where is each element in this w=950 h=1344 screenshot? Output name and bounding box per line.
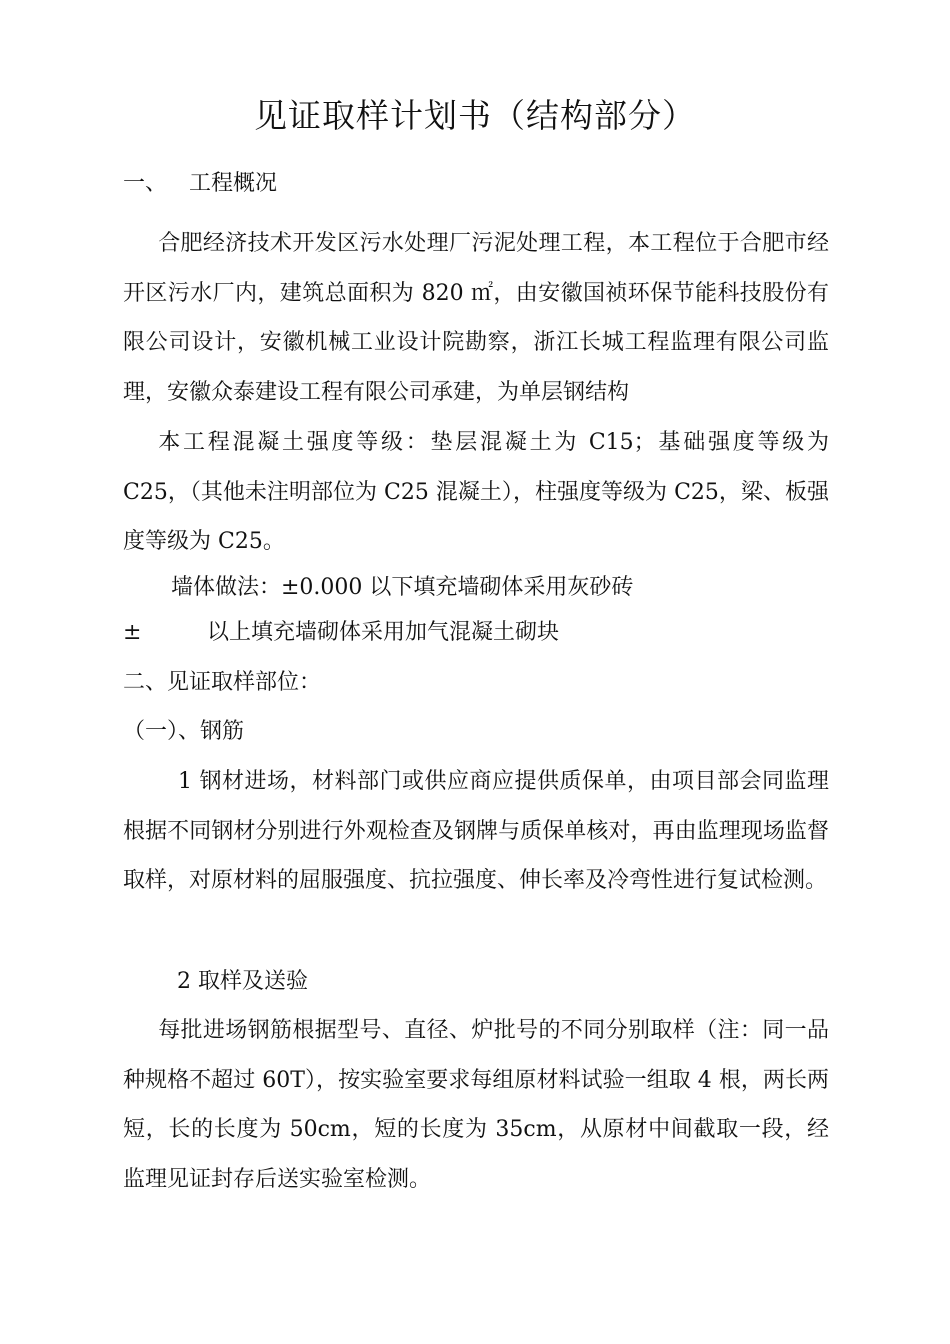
sampling-delivery-heading: 2 取样及送验 [177, 969, 308, 994]
section-number: 一、 [123, 171, 168, 196]
project-overview-paragraph: 合肥经济技术开发区污水处理厂污泥处理工程，本工程位于合肥市经开区污水厂内，建筑总面积为 820 ㎡，由安徽国祯环保节能科技股份有限公司设计，安徽机械工业设计院勘察，浙江长城工程监理有限公司监理，安徽众泰建设工程有限公司承建，为单层钢结构 [123, 231, 829, 405]
rebar-inspection-paragraph: 1 钢材进场，材料部门或供应商应提供质保单，由项目部会同监理根据不同钢材分别进行外观检查及钢牌与质保单核对，再由监理现场监督取样，对原材料的屈服强度、抗拉强度、伸长率及冷弯性进行复试检测。 [123, 769, 829, 893]
document-title: 见证取样计划书（结构部分） [254, 96, 696, 135]
subsection-heading-rebar: （一）、钢筋 [123, 719, 245, 744]
wall-method-line: 墙体做法：±0.000 以下填充墙砌体采用灰砂砖 [171, 575, 634, 600]
section-heading-overview [123, 168, 277, 200]
concrete-grade-paragraph: 本工程混凝土强度等级：垫层混凝土为 C15；基础强度等级为 C25，（其他未注明部位为 C25 混凝土），柱强度等级为 C25，梁、板强度等级为 C25。 [123, 430, 829, 554]
sampling-delivery-paragraph: 每批进场钢筋根据型号、直径、炉批号的不同分别取样（注：同一品种规格不超过 60T），按实验室要求每组原材料试验一组取 4 根，两长两短，长的长度为 50cm，短的长度为 35cm，从原材中间截取一段，经监理见证封存后送实验室检测。 [123, 1018, 829, 1192]
wall-method-symbol: ± [123, 620, 142, 645]
section-title: 工程概况 [189, 171, 278, 196]
section-heading-sampling: 二、见证取样部位： [123, 670, 322, 695]
wall-method-line-2: 以上填充墙砌体采用加气混凝土砌块 [207, 620, 560, 645]
